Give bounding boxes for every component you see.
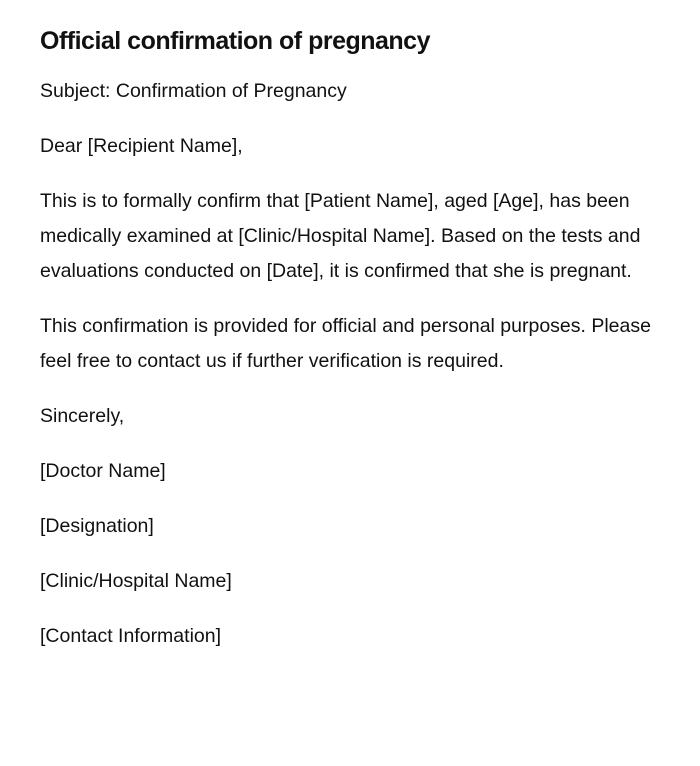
body-paragraph: This confirmation is provided for official and personal purposes. Please feel free to contact us if further verification is required.	[40, 315, 651, 372]
greeting: Dear [Recipient Name],	[40, 135, 243, 157]
designation: [Designation]	[40, 515, 154, 537]
clinic-name: [Clinic/Hospital Name]	[40, 570, 232, 592]
doctor-name: [Doctor Name]	[40, 460, 166, 482]
document-title: Official confirmation of pregnancy	[40, 27, 430, 55]
contact-information: [Contact Information]	[40, 625, 222, 647]
body-paragraph: This is to formally confirm that [Patient Name], aged [Age], has been medically examined at [Clinic/Hospital Name]. Based on the tests and evaluations conducted on [Date], it is confirmed that she is pregnant.	[40, 190, 641, 282]
subject-line: Subject: Confirmation of Pregnancy	[40, 80, 347, 102]
closing: Sincerely,	[40, 405, 125, 427]
